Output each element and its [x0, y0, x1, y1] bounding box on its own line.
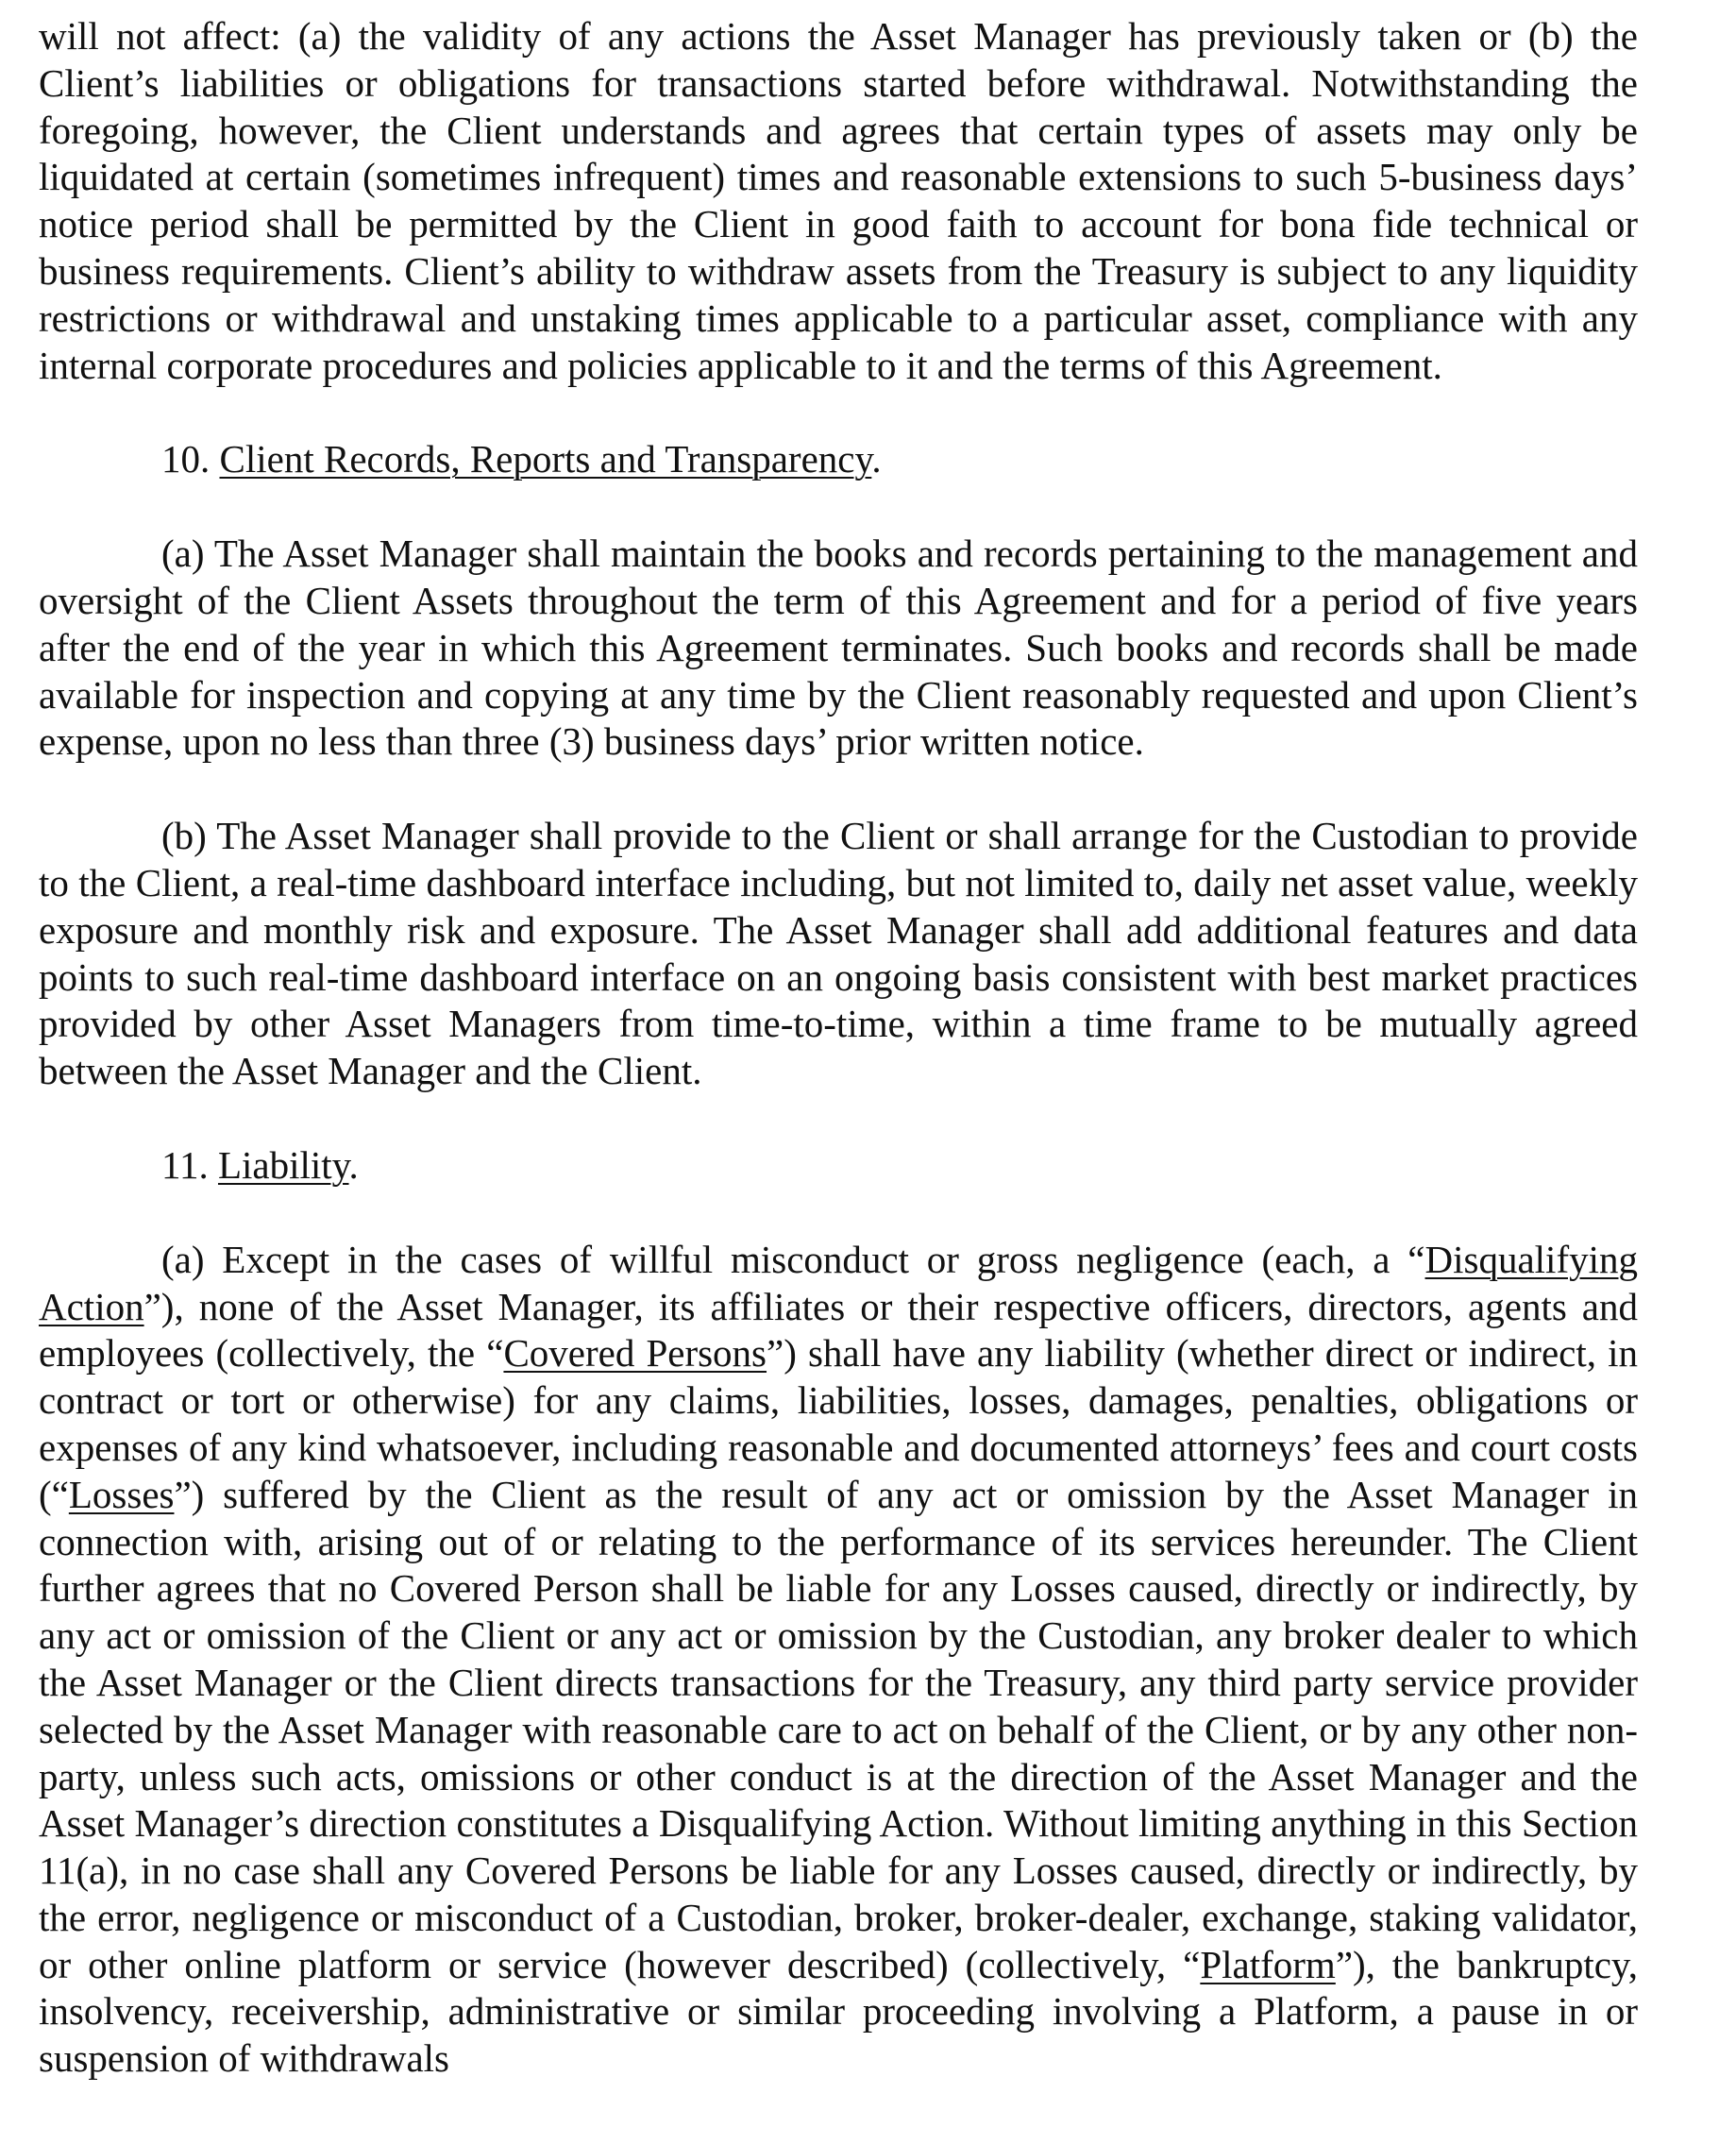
paragraph-spacer: [39, 1095, 1638, 1142]
text-run: ”), none of the Asset Manager, its affiliates or their respective officers, directors, agents and employees (collectively, the “: [39, 1284, 1638, 1376]
paragraph-spacer: [39, 766, 1638, 813]
section-10-title-period: .: [871, 437, 882, 481]
section-10-title: Client Records, Reports and Transparency: [219, 437, 872, 481]
section-11-title: Liability: [217, 1142, 349, 1187]
defined-term-disqualifying-action: Disqualifying Action: [39, 1237, 1638, 1328]
section-10a-paragraph: (a) The Asset Manager shall maintain the books and records pertaining to the management and oversight of the Client Assets throughout the term of this Agreement and for a period of five years after the end of the year in which this Agreement terminates. Such books and records shall be made available for inspection and copying at any time by the Client reasonably requested and upon Client’s expense, upon no less than three (3) business days’ prior written notice.: [39, 532, 1638, 764]
section-10b-paragraph: (b) The Asset Manager shall provide to the Client or shall arrange for the Custodian to provide to the Client, a real-time dashboard interface including, but not limited to, daily net asset value, weekly exposure and monthly risk and exposure. The Asset Manager shall add additional features and data points to such real-time dashboard interface on an ongoing basis consistent with best market practices provided by other Asset Managers from time-to-time, within a time frame to be mutually agreed between the Asset Manager and the Client.: [39, 814, 1638, 1093]
section-11-title-period: .: [348, 1142, 359, 1187]
text-run: ”) suffered by the Client as the result of any act or omission by the Asset Manager in connection with, arising out of or relating to the performance of its services hereunder. The Client further agrees that no Covered Person shall be liable for any Losses caused, directly or indirectly, by any act or omission of the Client or any act or omission by the Custodian, any broker dealer to which the Asset Manager or the Client directs transactions for the Treasury, any third party service provider selected by the Asset Manager with reasonable care to act on behalf of the Client, or by any other non-party, unless such acts, omissions or other conduct is at the direction of the Asset Manager and the Asset Manager’s direction constitutes a Disqualifying Action. Without limiting anything in this Section 11(a), in no case shall any Covered Persons be liable for any Losses caused, directly or indirectly, by the error, negligence or misconduct of a Custodian, broker, broker-dealer, exchange, staking validator, or other online platform or service (however described) (collectively, “: [39, 1472, 1638, 1986]
paragraph-spacer: [39, 389, 1638, 436]
section-11a-paragraph: [39, 1237, 1638, 2083]
section-11-number: 11.: [161, 1142, 218, 1187]
text-run: ”) shall have any liability (whether direct or indirect, in contract or tort or otherwise) for any claims, liabilities, losses, damages, penalties, obligations or expenses of any kind whatsoever, including reasonable and documented attorneys’ fees and court costs (“: [39, 1331, 1638, 1516]
paragraph-spacer: [39, 1190, 1638, 1237]
defined-term-losses: Losses: [68, 1472, 175, 1516]
section-11-heading: [39, 1142, 1638, 1190]
section-10-heading: [39, 436, 1638, 483]
text-run: (a) Except in the cases of willful misconduct or gross negligence (each, a “: [161, 1237, 1425, 1281]
section-10-number: 10.: [161, 437, 220, 481]
defined-term-covered-persons: Covered Persons: [503, 1331, 767, 1376]
document-page: [39, 0, 1638, 2083]
paragraph-spacer: [39, 483, 1638, 531]
defined-term-platform: Platform: [1200, 1942, 1336, 1986]
continuation-paragraph: will not affect: (a) the validity of any actions the Asset Manager has previously taken or (b) the Client’s liabilities or obligations for transactions started before withdrawal. Notwithstanding the foregoing, however, the Client understands and agrees that certain types of assets may only be liquidated at certain (sometimes infrequent) times and reasonable extensions to such 5-business days’ notice period shall be permitted by the Client in good faith to account for bona fide technical or business requirements. Client’s ability to withdraw assets from the Treasury is subject to any liquidity restrictions or withdrawal and unstaking times applicable to a particular asset, compliance with any internal corporate procedures and policies applicable to it and the terms of this Agreement.: [39, 14, 1638, 387]
text-run: ”), the bankruptcy, insolvency, receivership, administrative or similar proceeding involving a Platform, a pause in or suspension of withdrawals: [39, 1942, 1639, 2081]
